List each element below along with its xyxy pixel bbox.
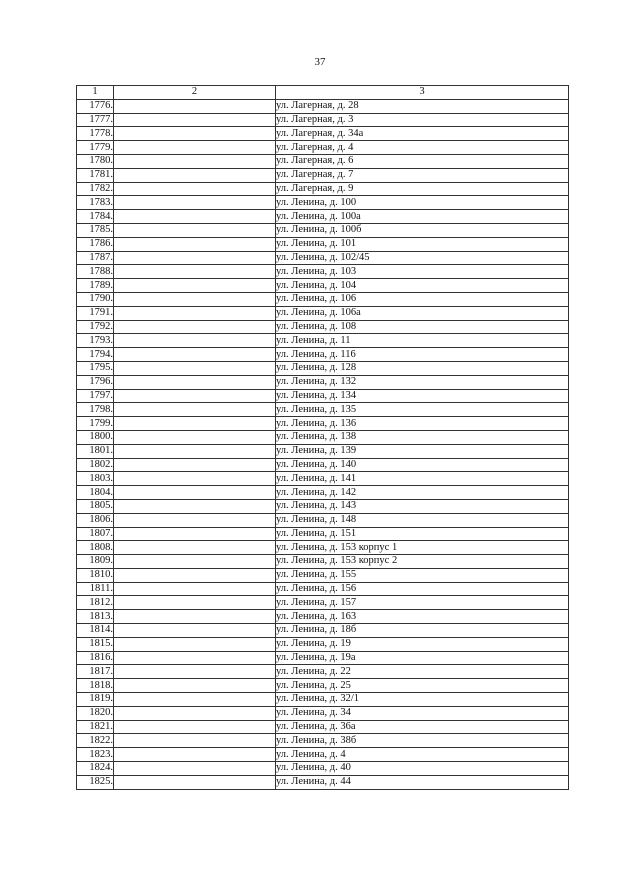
- table-row: [77, 720, 569, 734]
- table-row: [77, 99, 569, 113]
- row-address: ул. Ленина, д. 136: [276, 417, 569, 431]
- row-address: ул. Лагерная, д. 28: [276, 99, 569, 113]
- row-address: ул. Ленина, д. 103: [276, 265, 569, 279]
- row-address: ул. Ленина, д. 153 корпус 1: [276, 541, 569, 555]
- row-number: 1791.: [77, 306, 114, 320]
- empty-cell: [114, 375, 276, 389]
- row-address: ул. Лагерная, д. 9: [276, 182, 569, 196]
- table-row: [77, 693, 569, 707]
- row-number: 1811.: [77, 582, 114, 596]
- row-address: ул. Ленина, д. 134: [276, 389, 569, 403]
- empty-cell: [114, 513, 276, 527]
- row-number: 1786.: [77, 237, 114, 251]
- empty-cell: [114, 596, 276, 610]
- empty-cell: [114, 334, 276, 348]
- row-number: 1824.: [77, 762, 114, 776]
- table-row: [77, 734, 569, 748]
- row-number: 1777.: [77, 113, 114, 127]
- empty-cell: [114, 430, 276, 444]
- empty-cell: [114, 679, 276, 693]
- row-number: 1779.: [77, 141, 114, 155]
- table-row: [77, 168, 569, 182]
- empty-cell: [114, 458, 276, 472]
- row-number: 1803.: [77, 472, 114, 486]
- empty-cell: [114, 417, 276, 431]
- row-address: ул. Ленина, д. 143: [276, 499, 569, 513]
- empty-cell: [114, 306, 276, 320]
- row-number: 1783.: [77, 196, 114, 210]
- empty-cell: [114, 127, 276, 141]
- row-address: ул. Ленина, д. 25: [276, 679, 569, 693]
- row-number: 1795.: [77, 361, 114, 375]
- empty-cell: [114, 292, 276, 306]
- row-number: 1802.: [77, 458, 114, 472]
- empty-cell: [114, 196, 276, 210]
- empty-cell: [114, 389, 276, 403]
- empty-cell: [114, 527, 276, 541]
- row-address: ул. Ленина, д. 135: [276, 403, 569, 417]
- row-address: ул. Ленина, д. 141: [276, 472, 569, 486]
- table-row: [77, 403, 569, 417]
- empty-cell: [114, 154, 276, 168]
- row-address: ул. Ленина, д. 157: [276, 596, 569, 610]
- row-address: ул. Ленина, д. 104: [276, 279, 569, 293]
- table-row: [77, 486, 569, 500]
- row-number: 1778.: [77, 127, 114, 141]
- row-number: 1816.: [77, 651, 114, 665]
- empty-cell: [114, 141, 276, 155]
- empty-cell: [114, 444, 276, 458]
- row-number: 1814.: [77, 624, 114, 638]
- row-address: ул. Ленина, д. 18б: [276, 624, 569, 638]
- row-address: ул. Ленина, д. 108: [276, 320, 569, 334]
- row-number: 1784.: [77, 210, 114, 224]
- table-row: [77, 348, 569, 362]
- empty-cell: [114, 568, 276, 582]
- empty-cell: [114, 637, 276, 651]
- table-row: [77, 182, 569, 196]
- row-number: 1796.: [77, 375, 114, 389]
- empty-cell: [114, 541, 276, 555]
- row-address: ул. Ленина, д. 38б: [276, 734, 569, 748]
- row-number: 1804.: [77, 486, 114, 500]
- table-row: [77, 527, 569, 541]
- column-header-1: 1: [77, 86, 114, 100]
- row-number: 1789.: [77, 279, 114, 293]
- empty-cell: [114, 665, 276, 679]
- row-number: 1788.: [77, 265, 114, 279]
- row-number: 1798.: [77, 403, 114, 417]
- table-row: [77, 361, 569, 375]
- table-row: [77, 154, 569, 168]
- row-address: ул. Ленина, д. 100: [276, 196, 569, 210]
- table-row: [77, 568, 569, 582]
- table-body: [77, 99, 569, 789]
- empty-cell: [114, 279, 276, 293]
- table-row: [77, 555, 569, 569]
- empty-cell: [114, 210, 276, 224]
- row-number: 1817.: [77, 665, 114, 679]
- row-address: ул. Ленина, д. 153 корпус 2: [276, 555, 569, 569]
- empty-cell: [114, 182, 276, 196]
- row-address: ул. Ленина, д. 36а: [276, 720, 569, 734]
- empty-cell: [114, 582, 276, 596]
- row-address: ул. Ленина, д. 100а: [276, 210, 569, 224]
- table-row: [77, 430, 569, 444]
- row-address: ул. Ленина, д. 140: [276, 458, 569, 472]
- row-address: ул. Ленина, д. 163: [276, 610, 569, 624]
- row-address: ул. Ленина, д. 155: [276, 568, 569, 582]
- empty-cell: [114, 223, 276, 237]
- row-number: 1805.: [77, 499, 114, 513]
- table-row: [77, 582, 569, 596]
- row-number: 1815.: [77, 637, 114, 651]
- row-address: ул. Ленина, д. 139: [276, 444, 569, 458]
- row-number: 1820.: [77, 706, 114, 720]
- table-row: [77, 210, 569, 224]
- row-number: 1809.: [77, 555, 114, 569]
- row-address: ул. Ленина, д. 142: [276, 486, 569, 500]
- table-row: [77, 292, 569, 306]
- empty-cell: [114, 472, 276, 486]
- row-address: ул. Ленина, д. 19а: [276, 651, 569, 665]
- row-number: 1801.: [77, 444, 114, 458]
- row-number: 1819.: [77, 693, 114, 707]
- row-address: ул. Ленина, д. 32/1: [276, 693, 569, 707]
- table-row: [77, 679, 569, 693]
- table-row: [77, 762, 569, 776]
- empty-cell: [114, 706, 276, 720]
- row-number: 1780.: [77, 154, 114, 168]
- column-header-3: 3: [276, 86, 569, 100]
- table-row: [77, 141, 569, 155]
- row-address: ул. Ленина, д. 128: [276, 361, 569, 375]
- row-address: ул. Ленина, д. 4: [276, 748, 569, 762]
- row-address: ул. Ленина, д. 19: [276, 637, 569, 651]
- row-address: ул. Ленина, д. 22: [276, 665, 569, 679]
- table-row: [77, 251, 569, 265]
- row-address: ул. Ленина, д. 156: [276, 582, 569, 596]
- empty-cell: [114, 361, 276, 375]
- empty-cell: [114, 403, 276, 417]
- table-row: [77, 624, 569, 638]
- table-row: [77, 706, 569, 720]
- row-address: ул. Лагерная, д. 4: [276, 141, 569, 155]
- row-address: ул. Ленина, д. 106: [276, 292, 569, 306]
- empty-cell: [114, 762, 276, 776]
- empty-cell: [114, 237, 276, 251]
- table-row: [77, 748, 569, 762]
- empty-cell: [114, 775, 276, 789]
- page-number: 37: [314, 56, 326, 68]
- table-row: [77, 596, 569, 610]
- table-row: [77, 389, 569, 403]
- table-row: [77, 458, 569, 472]
- empty-cell: [114, 720, 276, 734]
- table-row: [77, 665, 569, 679]
- empty-cell: [114, 486, 276, 500]
- row-address: ул. Лагерная, д. 6: [276, 154, 569, 168]
- empty-cell: [114, 693, 276, 707]
- empty-cell: [114, 348, 276, 362]
- row-number: 1793.: [77, 334, 114, 348]
- row-address: ул. Ленина, д. 101: [276, 237, 569, 251]
- table-row: [77, 651, 569, 665]
- empty-cell: [114, 499, 276, 513]
- table-row: [77, 113, 569, 127]
- row-number: 1790.: [77, 292, 114, 306]
- row-number: 1799.: [77, 417, 114, 431]
- row-number: 1807.: [77, 527, 114, 541]
- row-number: 1818.: [77, 679, 114, 693]
- row-number: 1812.: [77, 596, 114, 610]
- row-address: ул. Ленина, д. 102/45: [276, 251, 569, 265]
- table-row: [77, 279, 569, 293]
- row-number: 1813.: [77, 610, 114, 624]
- table-row: [77, 196, 569, 210]
- row-number: 1823.: [77, 748, 114, 762]
- row-number: 1787.: [77, 251, 114, 265]
- empty-cell: [114, 555, 276, 569]
- row-number: 1806.: [77, 513, 114, 527]
- row-number: 1776.: [77, 99, 114, 113]
- table-row: [77, 637, 569, 651]
- row-address: ул. Ленина, д. 44: [276, 775, 569, 789]
- table-row: [77, 334, 569, 348]
- row-number: 1794.: [77, 348, 114, 362]
- table-row: [77, 320, 569, 334]
- address-table: [76, 85, 569, 790]
- row-address: ул. Ленина, д. 148: [276, 513, 569, 527]
- table-row: [77, 610, 569, 624]
- row-address: ул. Лагерная, д. 3: [276, 113, 569, 127]
- table-row: [77, 223, 569, 237]
- row-address: ул. Ленина, д. 34: [276, 706, 569, 720]
- row-number: 1797.: [77, 389, 114, 403]
- row-address: ул. Ленина, д. 40: [276, 762, 569, 776]
- empty-cell: [114, 624, 276, 638]
- row-address: ул. Ленина, д. 106а: [276, 306, 569, 320]
- empty-cell: [114, 610, 276, 624]
- table-row: [77, 499, 569, 513]
- row-number: 1825.: [77, 775, 114, 789]
- row-number: 1821.: [77, 720, 114, 734]
- empty-cell: [114, 265, 276, 279]
- table-row: [77, 306, 569, 320]
- table-row: [77, 472, 569, 486]
- column-header-2: 2: [114, 86, 276, 100]
- row-address: ул. Ленина, д. 132: [276, 375, 569, 389]
- row-number: 1785.: [77, 223, 114, 237]
- row-number: 1782.: [77, 182, 114, 196]
- empty-cell: [114, 748, 276, 762]
- row-address: ул. Ленина, д. 100б: [276, 223, 569, 237]
- empty-cell: [114, 113, 276, 127]
- row-number: 1808.: [77, 541, 114, 555]
- table-row: [77, 541, 569, 555]
- table-row: [77, 127, 569, 141]
- row-number: 1822.: [77, 734, 114, 748]
- empty-cell: [114, 734, 276, 748]
- empty-cell: [114, 651, 276, 665]
- empty-cell: [114, 168, 276, 182]
- row-address: ул. Ленина, д. 151: [276, 527, 569, 541]
- empty-cell: [114, 251, 276, 265]
- row-address: ул. Лагерная, д. 34а: [276, 127, 569, 141]
- empty-cell: [114, 99, 276, 113]
- row-number: 1781.: [77, 168, 114, 182]
- row-address: ул. Ленина, д. 11: [276, 334, 569, 348]
- row-number: 1792.: [77, 320, 114, 334]
- table-row: [77, 444, 569, 458]
- row-number: 1800.: [77, 430, 114, 444]
- table-row: [77, 237, 569, 251]
- row-address: ул. Лагерная, д. 7: [276, 168, 569, 182]
- table-row: [77, 265, 569, 279]
- table-header-row: [77, 86, 569, 100]
- table-row: [77, 513, 569, 527]
- table-row: [77, 375, 569, 389]
- row-address: ул. Ленина, д. 138: [276, 430, 569, 444]
- row-address: ул. Ленина, д. 116: [276, 348, 569, 362]
- row-number: 1810.: [77, 568, 114, 582]
- table-row: [77, 417, 569, 431]
- table-row: [77, 775, 569, 789]
- empty-cell: [114, 320, 276, 334]
